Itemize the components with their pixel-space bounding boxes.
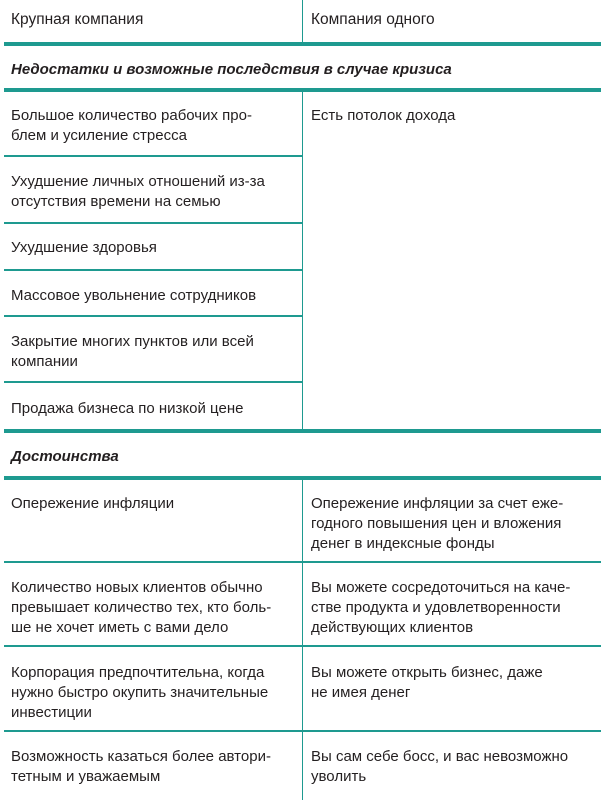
header-right: Компания одного [311,11,435,28]
column-divider-header [302,0,303,42]
disadvantage-item: Большое количество рабочих про- блем и усиление стресса [11,107,252,144]
disadvantage-item: Ухудшение личных отношений из-за отсутствия времени на семью [11,173,265,210]
advantage-right: Вы можете сосредоточиться на каче- стве продукта и удовлетворенности действующих клиентов [311,579,571,636]
advantage-left: Опережение инфляции [11,495,175,512]
section2-rule [4,476,601,480]
section-title-disadvantages: Недостатки и возможные последствия в случае кризиса [11,61,452,78]
advantage-left: Корпорация предпочтительна, когда нужно быстро окупить значительные инвестиции [11,664,269,721]
section1-rule [4,88,601,92]
section-title-advantages: Достоинства [11,448,119,465]
advantage-right: Вы сам себе босс, и вас невозможно уволить [311,748,569,785]
disadvantage-item: Ухудшение здоровья [11,239,157,256]
advantage-right: Вы можете открыть бизнес, даже не имея денег [311,664,543,701]
advantage-right: Опережение инфляции за счет еже- годного повышения цен и вложения денег в индексные фонды [311,495,564,552]
advantage-left: Количество новых клиентов обычно превышает количество тех, кто боль- ше не хочет иметь с вами дело [11,579,272,636]
disadvantage-item: Продажа бизнеса по низкой цене [11,400,244,417]
row-rule [4,645,601,647]
disadvantage-item: Закрытие многих пунктов или всей компании [11,333,254,370]
row-rule [4,730,601,732]
row-rule [4,222,302,224]
row-rule [4,315,302,317]
header-rule [4,42,601,46]
section1-end-rule [4,429,601,433]
row-rule [4,269,302,271]
advantage-left: Возможность казаться более автори- тетным и уважаемым [11,748,271,785]
disadvantage-item: Массовое увольнение сотрудников [11,287,257,304]
row-rule [4,381,302,383]
row-rule [4,561,601,563]
header-left: Крупная компания [11,11,144,28]
disadvantage-right-item: Есть потолок дохода [311,107,456,124]
column-divider-section2 [302,478,303,800]
column-divider-section1 [302,89,303,430]
row-rule [4,155,302,157]
